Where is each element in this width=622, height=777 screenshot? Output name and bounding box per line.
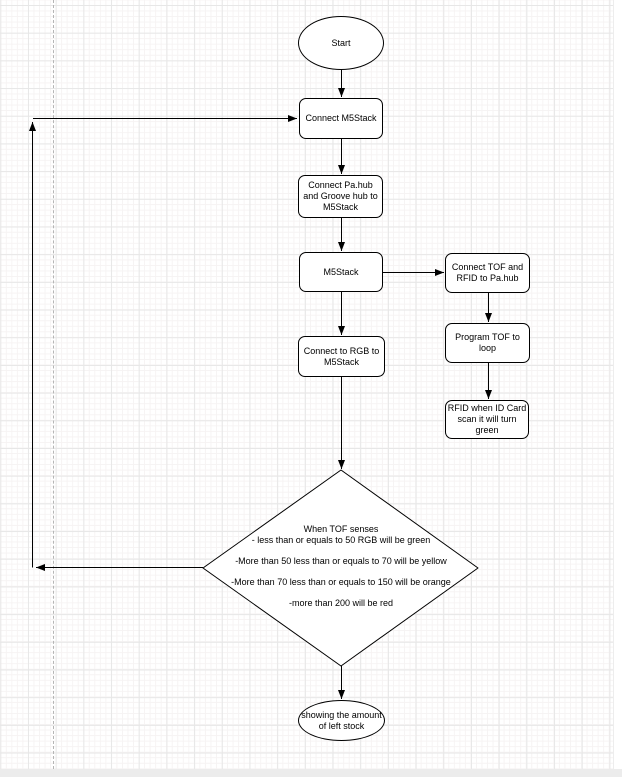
node-rfid-scan-label: RFID when ID Card scan it will turn green bbox=[447, 403, 527, 435]
node-m5stack[interactable] bbox=[299, 252, 383, 292]
node-connect-tof-rfid[interactable] bbox=[445, 253, 530, 293]
node-connect-rgb-label: Connect to RGB to M5Stack bbox=[303, 345, 380, 367]
decision-label bbox=[210, 524, 472, 609]
node-start[interactable] bbox=[298, 16, 384, 70]
node-output-label: showing the amount of left stock bbox=[301, 709, 382, 731]
decision-line-1: When TOF senses bbox=[303, 524, 379, 534]
decision-line-2: - less than or equals to 50 RGB will be green bbox=[251, 535, 431, 545]
node-connect-pahub-label: Connect Pa.hub and Groove hub to M5Stack bbox=[303, 180, 378, 212]
node-rfid-scan[interactable] bbox=[445, 400, 529, 439]
decision-line-4: -More than 70 less than or equals to 150 will be orange bbox=[231, 577, 451, 587]
node-program-tof-label: Program TOF to loop bbox=[455, 332, 520, 353]
node-output[interactable] bbox=[298, 700, 385, 741]
node-connect-rgb[interactable] bbox=[298, 336, 385, 377]
node-program-tof[interactable] bbox=[445, 323, 530, 363]
decision-line-3: -More than 50 less than or equals to 70 will be yellow bbox=[235, 556, 447, 566]
decision-line-5: -more than 200 will be red bbox=[288, 598, 394, 608]
node-connect-tof-rfid-label: Connect TOF and RFID to Pa.hub bbox=[451, 262, 524, 283]
node-m5stack-label: M5Stack bbox=[323, 266, 359, 277]
node-connect-pahub[interactable] bbox=[298, 175, 383, 218]
node-connect-m5stack-label: Connect M5Stack bbox=[305, 113, 377, 123]
node-start-label: Start bbox=[331, 37, 351, 48]
node-connect-m5stack[interactable] bbox=[299, 98, 383, 139]
